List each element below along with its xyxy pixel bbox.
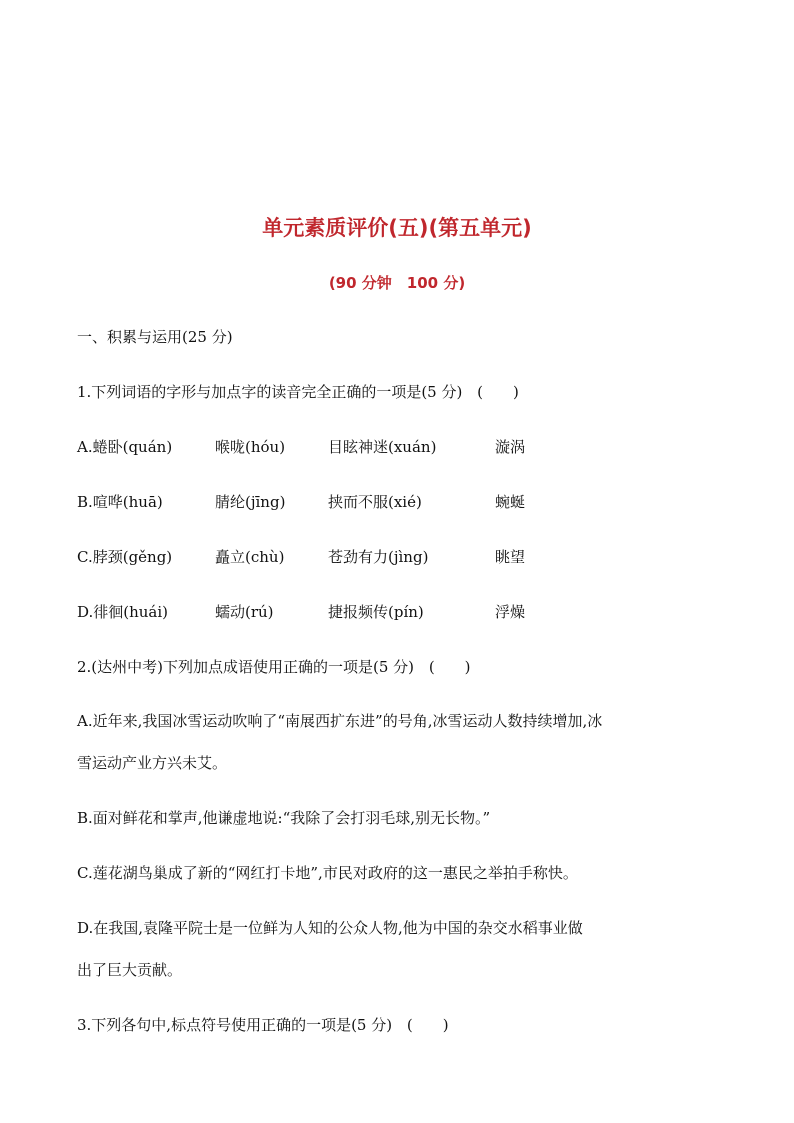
question-2-option-a-line2: 雪运动产业方兴未艾。 — [77, 754, 228, 772]
page-subtitle: (90 分钟 100 分) — [328, 274, 466, 292]
question-2-answer-blank: ( ) — [428, 658, 471, 676]
question-2-option-d-line2: 出了巨大贡献。 — [77, 961, 183, 979]
option-word: 蜿蜒 — [495, 493, 526, 511]
page-title: 单元素质评价(五)(第五单元) — [262, 216, 532, 240]
option-word: D.徘徊(huái) — [77, 603, 169, 621]
option-word: 捷报频传(pín) — [328, 603, 424, 621]
option-word: C.脖颈(gěng) — [77, 548, 173, 566]
option-word: 腈纶(jīng) — [215, 493, 286, 511]
question-2-option-d-line1: D.在我国,袁隆平院士是一位鲜为人知的公众人物,他为中国的杂交水稻事业做 — [77, 919, 583, 937]
question-2-text: 2.(达州中考)下列加点成语使用正确的一项是(5 分) — [77, 658, 415, 676]
option-word: 挟而不服(xié) — [328, 493, 422, 511]
option-word: 蠕动(rú) — [215, 603, 274, 621]
section-heading: 一、积累与运用(25 分) — [77, 328, 233, 346]
option-word: 喉咙(hóu) — [215, 438, 286, 456]
question-1-text: 1.下列词语的字形与加点字的读音完全正确的一项是(5 分) — [77, 383, 463, 401]
question-2-option-b: B.面对鲜花和掌声,他谦虚地说:“我除了会打羽毛球,别无长物。” — [77, 809, 491, 827]
question-3-text: 3.下列各句中,标点符号使用正确的一项是(5 分) — [77, 1016, 393, 1034]
question-3-answer-blank: ( ) — [406, 1016, 449, 1034]
option-word: 矗立(chù) — [215, 548, 285, 566]
option-word: 目眩神迷(xuán) — [328, 438, 437, 456]
question-2-option-a-line1: A.近年来,我国冰雪运动吹响了“南展西扩东进”的号角,冰雪运动人数持续增加,冰 — [77, 712, 603, 730]
option-word: 苍劲有力(jìng) — [328, 548, 429, 566]
option-word: B.喧哗(huā) — [77, 493, 163, 511]
question-1-answer-blank: ( ) — [477, 383, 519, 401]
question-2-stem — [77, 657, 471, 677]
question-2-option-c: C.莲花湖鸟巢成了新的“网红打卡地”,市民对政府的这一惠民之举拍手称快。 — [77, 864, 578, 882]
option-word: A.蜷卧(quán) — [77, 438, 173, 456]
option-word: 漩涡 — [495, 438, 526, 456]
option-word: 浮燥 — [495, 603, 526, 621]
question-3-stem — [77, 1015, 449, 1035]
option-word: 眺望 — [495, 548, 526, 566]
question-1-stem — [77, 382, 519, 402]
